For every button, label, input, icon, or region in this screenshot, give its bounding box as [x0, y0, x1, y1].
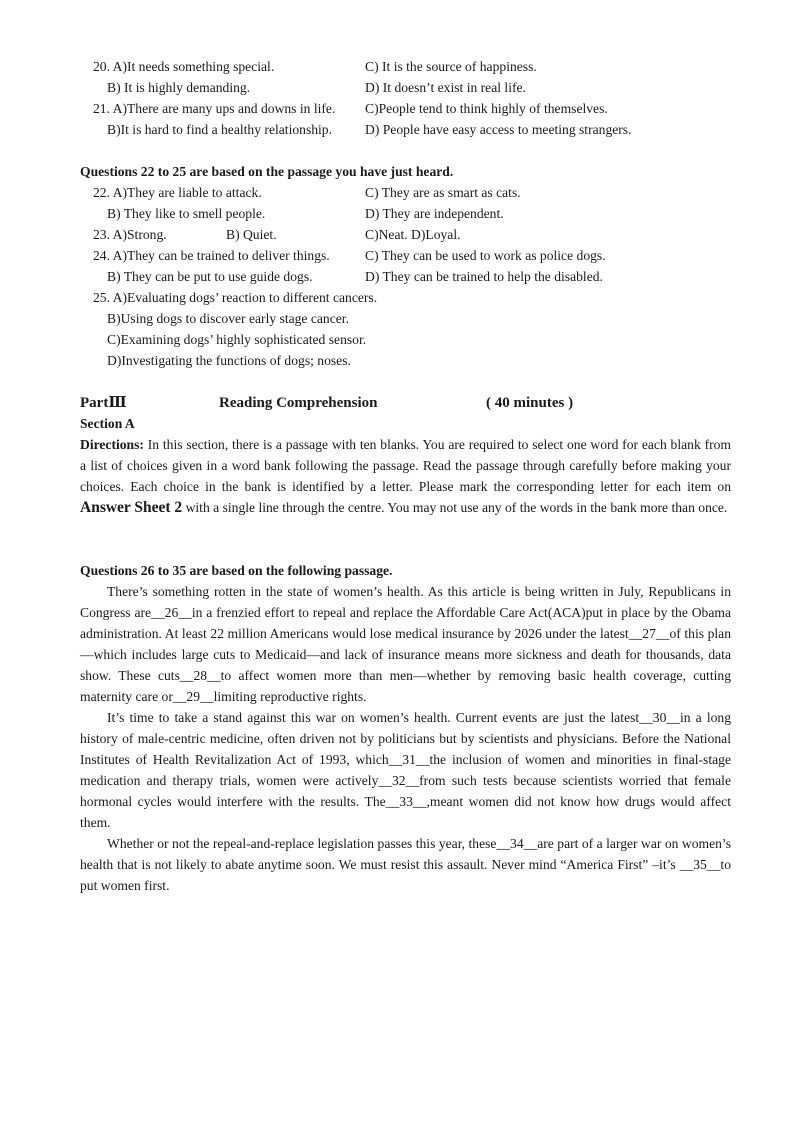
part-label: PartⅢ — [80, 395, 127, 411]
section-label: Section A — [80, 416, 135, 431]
section-heading: Questions 22 to 25 are based on the passage you have just heard. — [80, 164, 454, 179]
option-a: 24. A)They can be trained to deliver things. — [93, 248, 330, 263]
directions-text: with a single line through the centre. You may not use any of the words in the bank more than once. — [182, 500, 728, 515]
option-c: C) They are as smart as cats. — [365, 185, 521, 200]
option-b: B) Quiet. — [226, 227, 277, 242]
directions-paragraph — [80, 434, 731, 518]
part-heading — [80, 392, 600, 414]
answer-sheet-label: Answer Sheet 2 — [80, 499, 183, 516]
option-a: 20. A)It needs something special. — [93, 59, 275, 74]
option-a: 22. A)They are liable to attack. — [93, 185, 262, 200]
directions-text: In this section, there is a passage with ten blanks. You are required to select one word for each blank from a list of choices given in a word bank following the passage. Read the passage through carefully before making your choices. Each choice in the bank is identified by a letter. Please mark the corresponding letter for each item on — [80, 437, 731, 494]
section-heading: Questions 26 to 35 are based on the following passage. — [80, 563, 393, 578]
option-c: C)Examining dogs’ highly sophisticated sensor. — [107, 332, 367, 347]
option-c: C) They can be used to work as police dogs. — [365, 248, 606, 263]
option-a: 23. A)Strong. — [93, 227, 167, 242]
passage-paragraph: Whether or not the repeal-and-replace legislation passes this year, these__34__are part of a larger war on women’s health that is not likely to abate anytime soon. We must resist this assault. Never mind “America First” –it’s __35__to put women first. — [80, 836, 731, 893]
option-b: B)Using dogs to discover early stage cancer. — [107, 311, 349, 326]
question-row — [93, 98, 693, 119]
question-row — [93, 203, 693, 224]
option-cd: C)Neat. D)Loyal. — [365, 227, 461, 242]
question-row — [93, 182, 693, 203]
question-row — [93, 119, 693, 140]
passage-paragraph: It’s time to take a stand against this war on women’s health. Current events are just the latest__30__in a long history of male-centric medicine, often driven not by politicians but by scientists and physicians. Before the National Institutes of Health Revitalization Act of 1993, which__31__the inclusion of women and minorities in final-stage medication and therapy trials, women were actively__32__from such tests because scientists worried that female hormonal cycles would interfere with the results. The__33__,meant women did not know how drugs would affect them. — [80, 710, 731, 830]
option-a: 21. A)There are many ups and downs in life. — [93, 101, 336, 116]
option-a: 25. A)Evaluating dogs’ reaction to different cancers. — [93, 290, 378, 305]
option-d: D) People have easy access to meeting strangers. — [365, 122, 632, 137]
question-row — [93, 56, 693, 77]
option-d: D)Investigating the functions of dogs; noses. — [107, 353, 351, 368]
question-row — [93, 245, 693, 266]
passage-paragraph: There’s something rotten in the state of women’s health. As this article is being written in July, Republicans in Congress are__26__in a frenzied effort to repeal and replace the Affordable Care Act(ACA)put in place by the Obama administration. At least 22 million Americans would lose medical insurance by 2026 under the latest__27__of this plan—which includes large cuts to Medicaid—and lack of insurance means more sickness and death for thousands, data show. These cuts__28__to affect women more than men—whether by removing basic health coverage, cutting maternity care or__29__limiting reproductive rights. — [80, 584, 731, 704]
option-b: B)It is hard to find a healthy relationship. — [107, 122, 333, 137]
directions-label: Directions: — [80, 437, 144, 452]
question-row — [93, 224, 693, 245]
option-d: D) They are independent. — [365, 206, 504, 221]
question-row — [93, 77, 693, 98]
option-b: B) They like to smell people. — [107, 206, 266, 221]
option-b: B) They can be put to use guide dogs. — [107, 269, 313, 284]
option-b: B) It is highly demanding. — [107, 80, 251, 95]
part-title: Reading Comprehension — [219, 395, 378, 411]
option-d: D) They can be trained to help the disabled. — [365, 269, 603, 284]
option-c: C) It is the source of happiness. — [365, 59, 537, 74]
option-d: D) It doesn’t exist in real life. — [365, 80, 526, 95]
question-row — [93, 266, 693, 287]
option-c: C)People tend to think highly of themselves. — [365, 101, 608, 116]
part-time: ( 40 minutes ) — [486, 395, 574, 411]
